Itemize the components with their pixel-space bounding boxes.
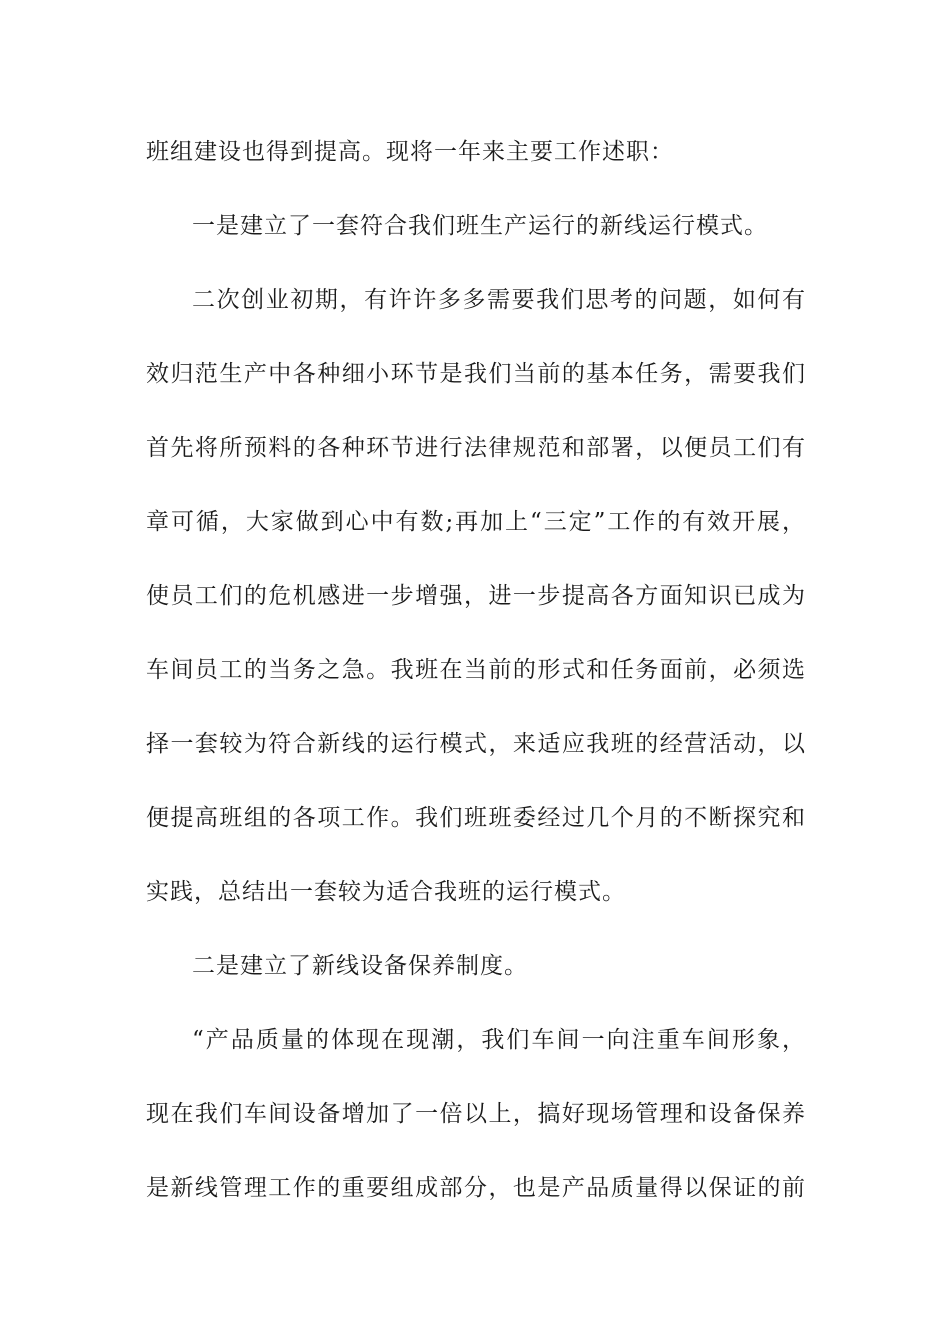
- paragraph-line: 择一套较为符合新线的运行模式，来适应我班的经营活动，以: [146, 731, 806, 757]
- paragraph-line: 是新线管理工作的重要组成部分，也是产品质量得以保证的前: [146, 1175, 806, 1201]
- paragraph-line: 效归范生产中各种细小环节是我们当前的基本任务，需要我们: [146, 361, 806, 387]
- section-heading-1: 一是建立了一套符合我们班生产运行的新线运行模式。: [192, 213, 768, 239]
- paragraph-line: 车间员工的当务之急。我班在当前的形式和任务面前，必须选: [146, 657, 806, 683]
- paragraph-line: 章可循，大家做到心中有数;再加上“三定”工作的有效开展，: [146, 509, 806, 535]
- paragraph-line: 实践，总结出一套较为适合我班的运行模式。: [146, 879, 626, 905]
- paragraph-line: 使员工们的危机感进一步增强，进一步提高各方面知识已成为: [146, 583, 806, 609]
- section-heading-2: 二是建立了新线设备保养制度。: [192, 953, 528, 979]
- paragraph-line: 现在我们车间设备增加了一倍以上，搞好现场管理和设备保养: [146, 1101, 806, 1127]
- paragraph-line: 班组建设也得到提高。现将一年来主要工作述职：: [146, 139, 674, 165]
- paragraph-line: 二次创业初期，有许许多多需要我们思考的问题，如何有: [192, 287, 806, 313]
- paragraph-line: 首先将所预料的各种环节进行法律规范和部署，以便员工们有: [146, 435, 806, 461]
- paragraph-line: “产品质量的体现在现潮，我们车间一向注重车间形象，: [192, 1027, 806, 1053]
- paragraph-line: 便提高班组的各项工作。我们班班委经过几个月的不断探究和: [146, 805, 806, 831]
